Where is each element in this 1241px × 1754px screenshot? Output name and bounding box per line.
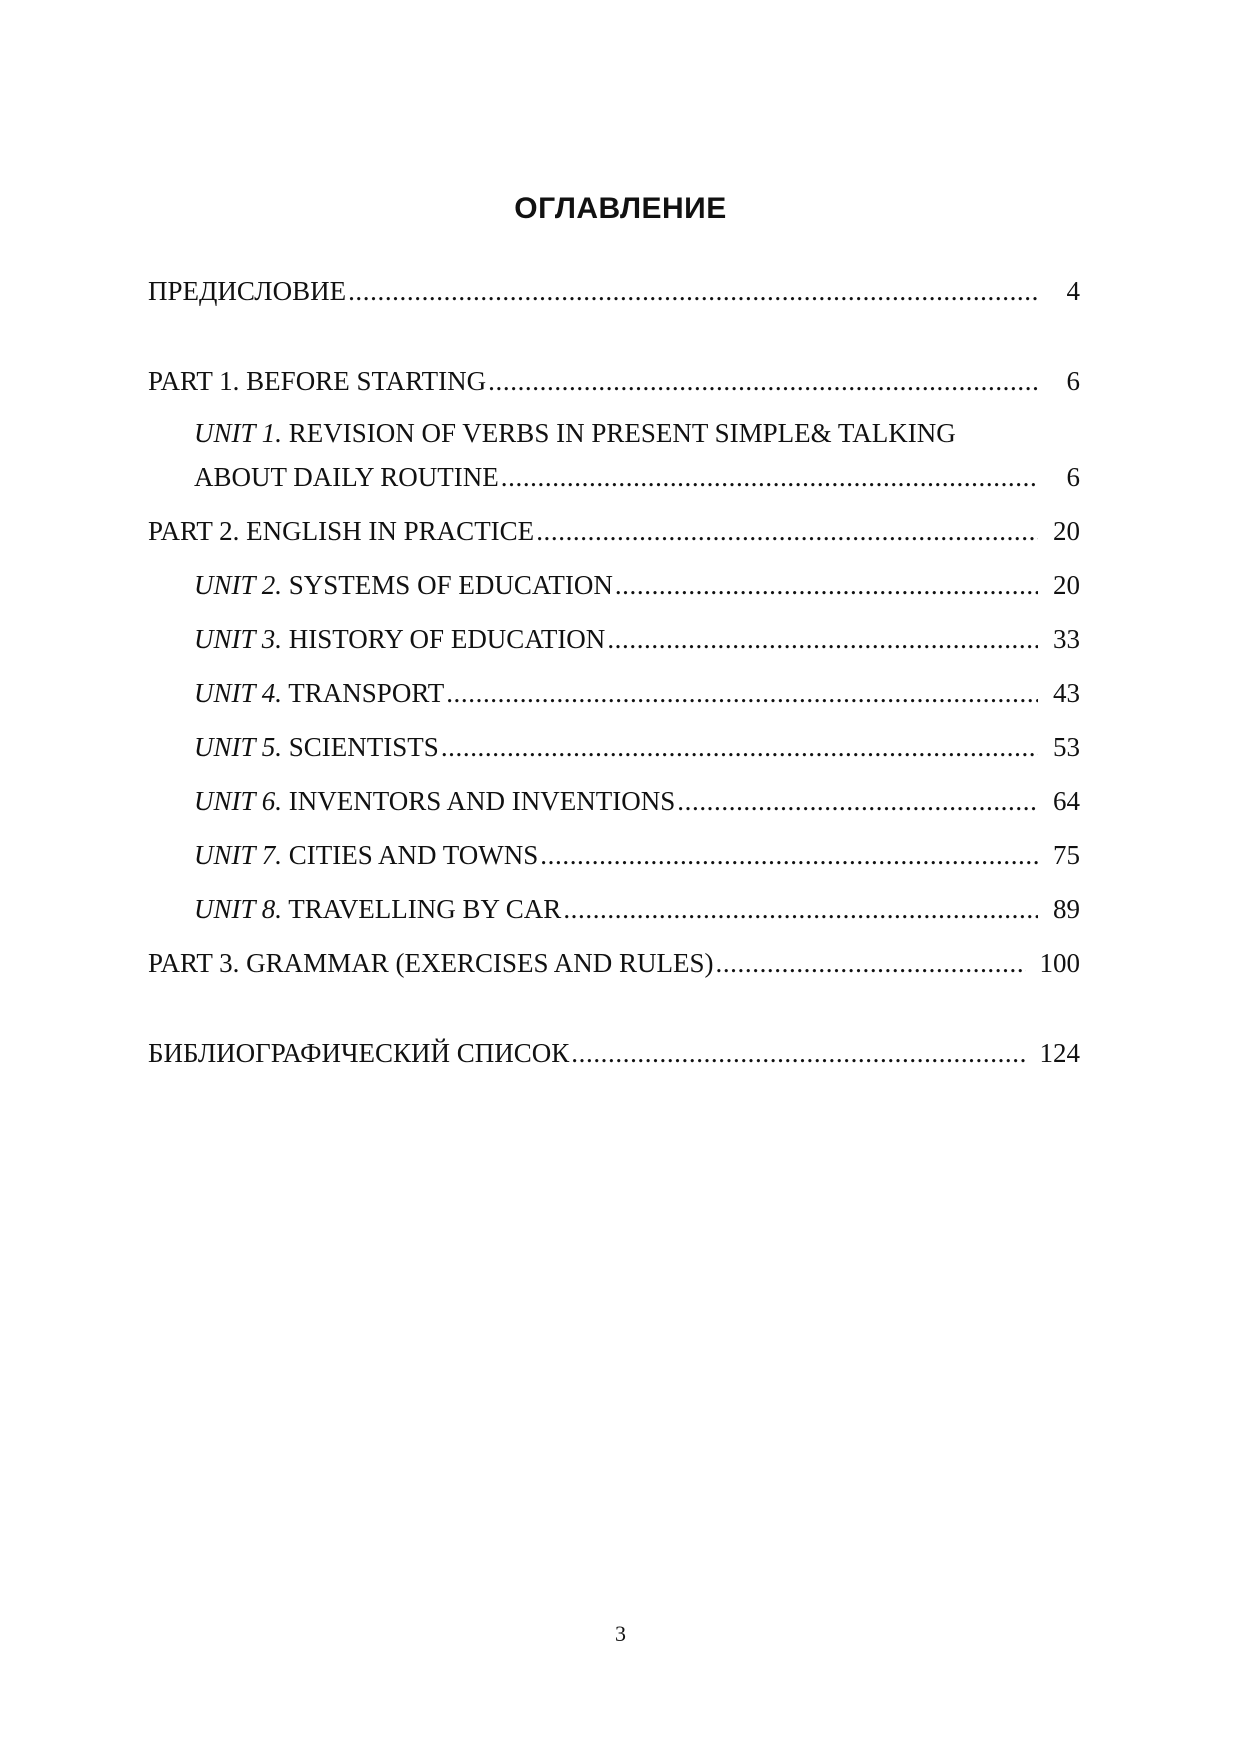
unit-number: UNIT 8. — [194, 894, 283, 924]
toc-entry-label: PART 3. GRAMMAR (EXERCISES AND RULES) — [148, 948, 714, 978]
unit-title: SCIENTISTS — [282, 732, 439, 762]
toc-entry-label: ПРЕДИСЛОВИЕ — [148, 276, 347, 306]
leader-dots — [488, 361, 1038, 401]
toc-entry-label — [194, 835, 538, 875]
unit-title: CITIES AND TOWNS — [282, 840, 539, 870]
toc-entry-label: PART 1. BEFORE STARTING — [148, 366, 487, 396]
toc-entry-unit-2[interactable] — [194, 565, 1080, 605]
leader-dots — [536, 511, 1038, 551]
toc-entry-label: REVISION OF VERBS IN PRESENT SIMPLE& TALKING — [282, 418, 956, 448]
toc-entry-label — [194, 781, 675, 821]
page-number: 3 — [615, 1621, 626, 1646]
toc-entry-unit-4[interactable] — [194, 673, 1080, 713]
toc-entry-unit-1-line-1[interactable] — [194, 413, 956, 453]
toc-entry-label — [194, 727, 439, 767]
toc-entry-label: ABOUT DAILY ROUTINE — [194, 462, 499, 492]
toc-entry-page: 75 — [1053, 840, 1080, 870]
unit-number: UNIT 2. — [194, 570, 283, 600]
unit-number: UNIT 6. — [194, 786, 283, 816]
leader-dots — [540, 835, 1038, 875]
toc-entry-bibliography[interactable] — [148, 1033, 1080, 1073]
leader-dots — [348, 271, 1038, 311]
leader-dots — [446, 673, 1038, 713]
leader-dots — [501, 457, 1038, 497]
unit-number: UNIT 5. — [194, 732, 283, 762]
toc-entry-preface[interactable] — [148, 271, 1080, 311]
toc-entry-page: 33 — [1053, 624, 1080, 654]
leader-dots — [571, 1033, 1025, 1073]
toc-entry-page: 20 — [1053, 570, 1080, 600]
leader-dots — [615, 565, 1038, 605]
unit-title: HISTORY OF EDUCATION — [282, 624, 606, 654]
toc-entry-label — [194, 619, 605, 659]
toc-entry-page: 64 — [1053, 786, 1080, 816]
unit-title: SYSTEMS OF EDUCATION — [282, 570, 613, 600]
unit-number: UNIT 4. — [194, 678, 283, 708]
toc-entry-page: 100 — [1039, 948, 1080, 978]
toc-entry-page: 124 — [1039, 1038, 1080, 1068]
toc-entry-part-3[interactable] — [148, 943, 1080, 983]
toc-entry-label — [194, 565, 613, 605]
toc-title: ОГЛАВЛЕНИЕ — [514, 192, 727, 225]
toc-entry-page: 89 — [1053, 894, 1080, 924]
unit-number: UNIT 1. — [194, 418, 283, 448]
toc-entry-label — [194, 889, 561, 929]
toc-entry-page: 4 — [1066, 276, 1080, 306]
unit-title: TRAVELLING BY CAR — [282, 894, 562, 924]
toc-entry-unit-8[interactable] — [194, 889, 1080, 929]
toc-entry-page: 20 — [1053, 516, 1080, 546]
toc-entry-page: 43 — [1053, 678, 1080, 708]
toc-entry-unit-3[interactable] — [194, 619, 1080, 659]
unit-number: UNIT 7. — [194, 840, 283, 870]
toc-entry-label: БИБЛИОГРАФИЧЕСКИЙ СПИСОК — [148, 1038, 570, 1068]
leader-dots — [563, 889, 1038, 929]
unit-number: UNIT 3. — [194, 624, 283, 654]
toc-entry-unit-1-line-2[interactable] — [194, 457, 1080, 497]
toc-entry-unit-7[interactable] — [194, 835, 1080, 875]
toc-entry-unit-5[interactable] — [194, 727, 1080, 767]
toc-entry-part-1[interactable] — [148, 361, 1080, 401]
leader-dots — [607, 619, 1038, 659]
toc-entry-label — [194, 673, 444, 713]
toc-entry-page: 6 — [1066, 366, 1080, 396]
leader-dots — [677, 781, 1038, 821]
toc-entry-part-2[interactable] — [148, 511, 1080, 551]
leader-dots — [715, 943, 1025, 983]
toc-entry-page: 6 — [1066, 462, 1080, 492]
unit-title: INVENTORS AND INVENTIONS — [282, 786, 676, 816]
toc-entry-page: 53 — [1053, 732, 1080, 762]
leader-dots — [441, 727, 1038, 767]
toc-entry-label: PART 2. ENGLISH IN PRACTICE — [148, 516, 535, 546]
unit-title: TRANSPORT — [282, 678, 445, 708]
toc-entry-unit-6[interactable] — [194, 781, 1080, 821]
